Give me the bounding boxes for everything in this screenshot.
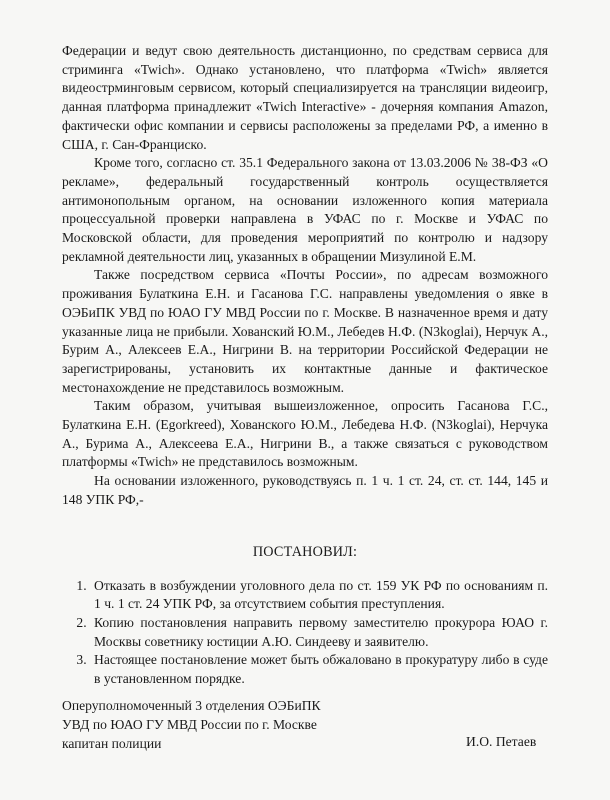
resolution-list <box>62 577 548 689</box>
paragraph-conclusion: Таким образом, учитывая вышеизложенное, опросить Гасанова Г.С., Булаткина Е.Н. (Egorkreed), Хованского Ю.М., Лебедева Н.Ф. (N3koglai), Нерчука А., Бурима А., Алексеева Е.А., Нигрини В., а также связаться с руководством платформы «Twich» не представилось возможным. <box>62 398 548 470</box>
resolution-item: 1. Отказать в возбуждении уголовного дела по ст. 159 УК РФ по основаниям п. 1 ч. 1 ст. 24 УПК РФ, за отсутствием события преступления. <box>90 577 548 614</box>
paragraph-continuation: Федерации и ведут свою деятельность дистанционно, по средствам сервиса для стриминга «Twich». Однако установлено, что платформа «Twich» является видеострминговым сервисом, который специализируется на трансляции видеоигр, данная платформа принадлежит «Twich Interactive» - дочерняя компания Amazon, фактически офис компании и сервисы расположены за пределами РФ, а именно в США, г. Сан-Франциско. <box>62 43 548 152</box>
resolution-item: 3. Настоящее постановление может быть обжаловано в прокуратуру либо в суде в установленном порядке. <box>90 651 548 688</box>
signature-block <box>62 696 321 753</box>
paragraph-legal-basis: На основании изложенного, руководствуясь п. 1 ч. 1 ст. 24, ст. ст. 144, 145 и 148 УПК РФ,- <box>62 473 548 507</box>
resolution-item: 2. Копию постановления направить первому заместителю прокурора ЮАО г. Москвы советнику юстиции А.Ю. Синдееву и заявителю. <box>90 614 548 651</box>
resolution-heading: ПОСТАНОВИЛ: <box>252 543 358 560</box>
signature-name: И.О. Петаев <box>466 734 537 749</box>
signature-position-line: Оперуполномоченный 3 отделения ОЭБиПК <box>62 698 321 713</box>
signature-department-line: УВД по ЮАО ГУ МВД России по г. Москве <box>62 717 317 732</box>
paragraph-post-notification: Также посредством сервиса «Почты России», по адресам возможного проживания Булаткина Е.Н. и Гасанова Г.С. направлены уведомления о явке в ОЭБиПК УВД по ЮАО ГУ МВД России по г. Москве. В назначенное время и дату указанные лица не прибыли. Хованский Ю.М., Лебедев Н.Ф. (N3koglai), Нерчук А., Бурим А., Алексеев Е.А., Нигрини В. на территории Российской Федерации не зарегистрированы, установить их контактные данные и фактическое местонахождение не представилось возможным. <box>62 267 548 395</box>
signature-rank-line: капитан полиции <box>62 736 162 751</box>
paragraph-advertising-law: Кроме того, согласно ст. 35.1 Федерального закона от 13.03.2006 № 38-ФЗ «О рекламе», федеральный государственный контроль осуществляется антимонопольным органом, на основании изложенного копия материала процессуальной проверки направлена в УФАС по г. Москве и УФАС по Московской области, для проведения мероприятий по контролю и надзору рекламной деятельности лиц, указанных в обращении Мизулиной Е.М. <box>62 155 548 264</box>
